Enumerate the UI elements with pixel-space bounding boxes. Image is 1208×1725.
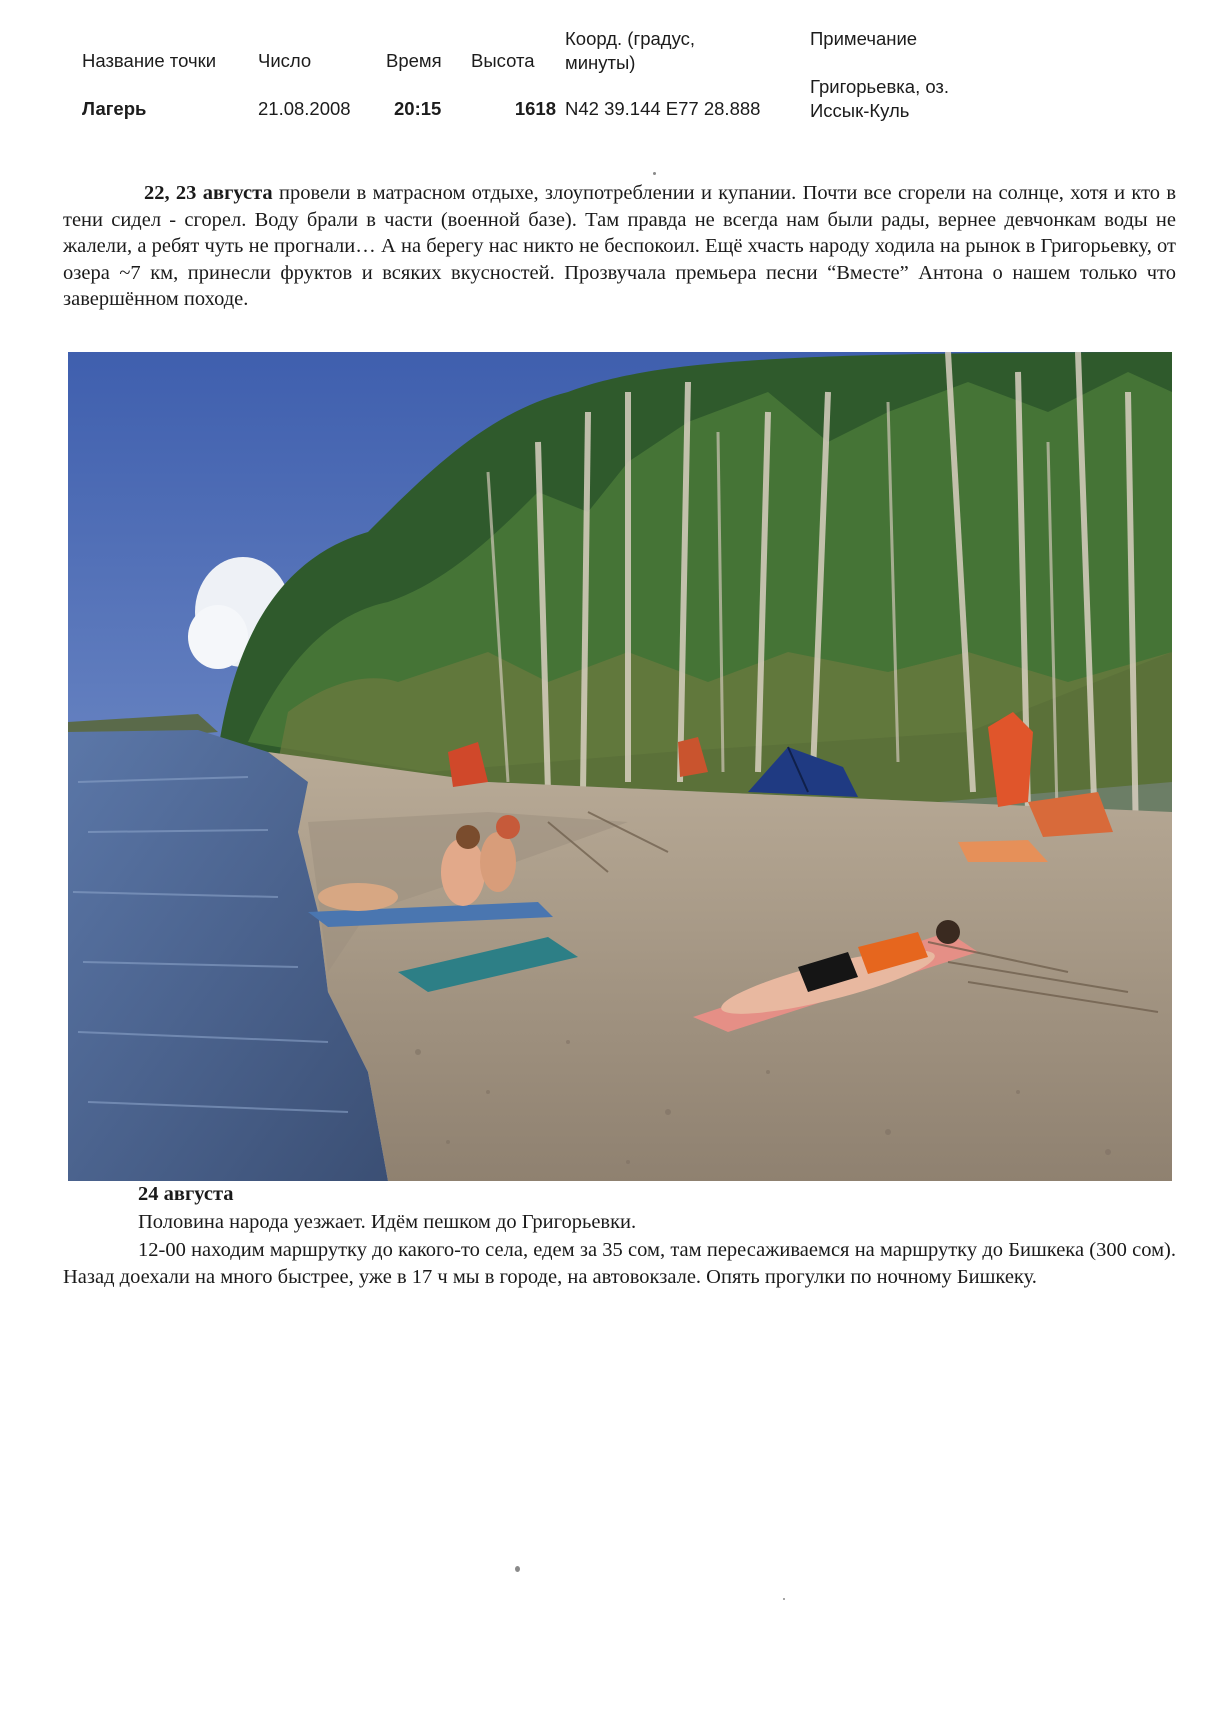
row-time: 20:15 bbox=[394, 98, 442, 119]
scan-speck bbox=[653, 172, 656, 175]
scan-speck bbox=[515, 1566, 520, 1572]
row-height: 1618 bbox=[514, 98, 556, 119]
row-note-line1: Григорьевка, оз. bbox=[810, 76, 950, 97]
header-time: Время bbox=[386, 50, 442, 71]
header-date: Число bbox=[258, 50, 312, 71]
paragraph-date-lead: 22, 23 августа bbox=[144, 182, 273, 204]
scan-speck bbox=[783, 1598, 785, 1600]
section-paragraph-2: 12-00 находим маршрутку до какого-то села, едем за 35 сом, там пересаживаемся на маршрутку до Бишкека (300 сом). Назад доехали на много быстрее, уже в 17 ч мы в городе, на автовокзале. Опять прогулки по ночному Бишкеку. bbox=[63, 1239, 1176, 1288]
beach-photo bbox=[68, 352, 1172, 1181]
row-note-line2: Иссык-Куль bbox=[810, 100, 910, 121]
row-date: 21.08.2008 bbox=[258, 98, 351, 119]
row-point-name: Лагерь bbox=[82, 98, 147, 119]
section-line-1: Половина народа уезжает. Идём пешком до Григорьевки. bbox=[138, 1211, 637, 1233]
header-coords-line1: Коорд. (градус, bbox=[565, 28, 696, 49]
paragraph-august-22-23 bbox=[63, 180, 1176, 313]
beach-photo-illustration bbox=[68, 352, 1172, 1181]
row-coords: N42 39.144 E77 28.888 bbox=[565, 98, 761, 119]
paragraph-body: провели в матрасном отдыхе, злоупотреблении и купании. Почти все сгорели на солнце, хотя и кто в тени сидел - сгорел. Воду брали в части (военной базе). Там правда не всегда нам были рады, вернее девчонкам воды не жалели, а ребят чуть не прогнали… А на берегу нас никто не беспокоил. Ещё хчасть народу ходила на рынок в Григорьевку, от озера ~7 км, принесли фруктов и всяких вкусностей. Прозвучала премьера песни “Вместе” Антона о нашем только что завершённом походе. bbox=[63, 182, 1177, 310]
header-point-name: Название точки bbox=[82, 50, 217, 71]
section-heading-august-24: 24 августа bbox=[138, 1183, 234, 1205]
header-note: Примечание bbox=[810, 28, 918, 49]
header-height: Высота bbox=[471, 50, 535, 71]
header-coords-line2: минуты) bbox=[565, 52, 636, 73]
